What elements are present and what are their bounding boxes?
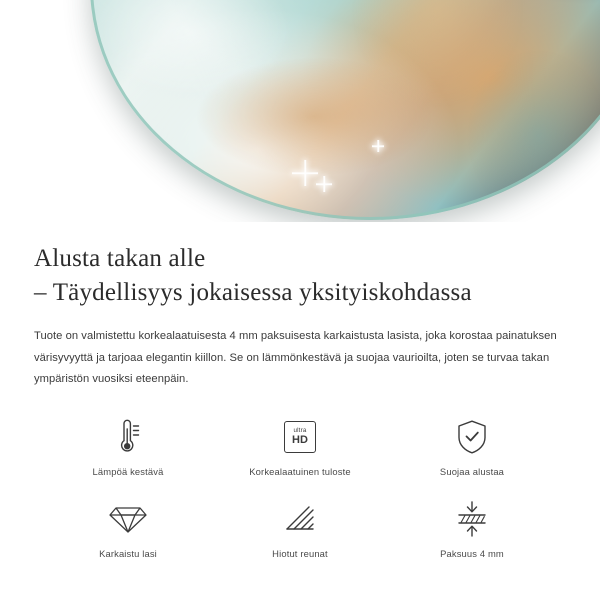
thickness-arrows-icon [454, 497, 490, 541]
content-area [0, 242, 600, 559]
hero-image [0, 0, 600, 222]
feature-item [214, 497, 386, 559]
feature-label: Suojaa alustaa [439, 466, 505, 478]
page-title [34, 242, 566, 309]
feature-label: Hiotut reunat [272, 548, 328, 560]
shield-check-icon [456, 415, 488, 459]
feature-label: Korkealaatuinen tuloste [249, 466, 351, 478]
ultra-hd-badge-bottom: HD [292, 434, 308, 447]
diamond-icon [108, 497, 148, 541]
body-paragraph: Tuote on valmistettu korkealaatuisesta 4 mm paksuisesta karkaistusta lasista, joka korostaa painatuksen värisyvyyttä ja tarjoaa elegantin kiillon. Se on lämmönkestävä ja suojaa vaurioilta, joten se turvaa takan ympäristön vuosiksi eteenpäin. [34, 329, 557, 386]
feature-grid [34, 415, 566, 559]
feature-label: Lämpöä kestävä [92, 466, 164, 478]
feature-item [214, 415, 386, 477]
feature-item [42, 497, 214, 559]
feature-label: Karkaistu lasi [99, 548, 157, 560]
polished-edges-icon [283, 497, 317, 541]
ultra-hd-icon [284, 415, 316, 459]
feature-item [386, 497, 558, 559]
headline-line-1: Alusta takan alle [34, 245, 206, 272]
ultra-hd-badge-top: ultra [293, 427, 307, 435]
feature-item [386, 415, 558, 477]
headline-line-2: – Täydellisyys jokaisessa yksityiskohdassa [34, 278, 472, 306]
thermometer-icon [111, 415, 145, 459]
feature-label: Paksuus 4 mm [440, 548, 504, 560]
feature-item [42, 415, 214, 477]
